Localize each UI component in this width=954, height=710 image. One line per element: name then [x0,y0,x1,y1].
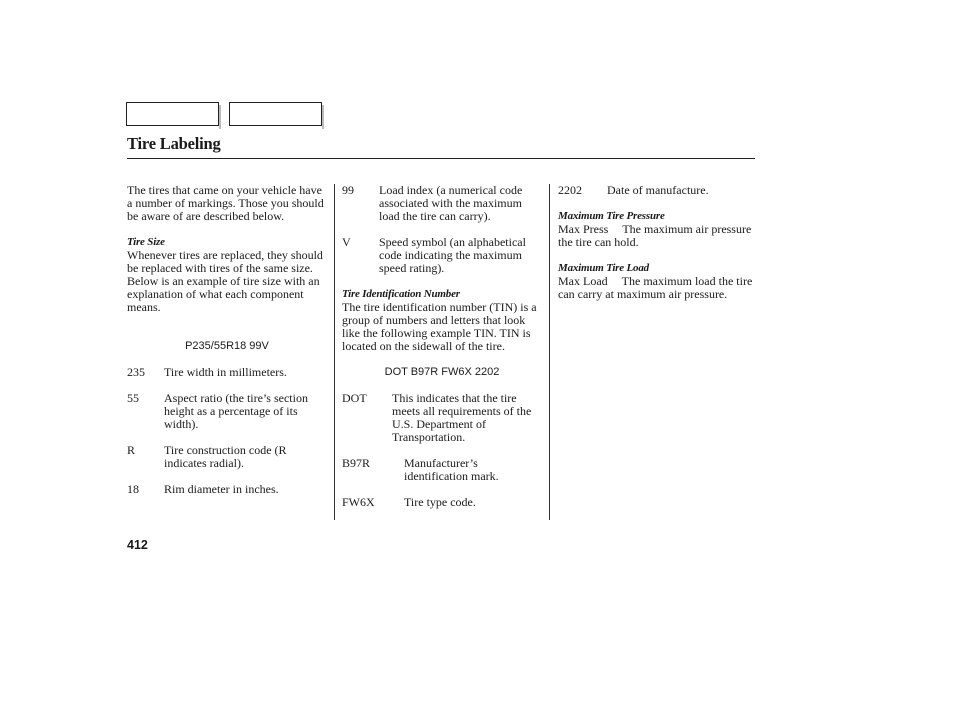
tin-item [342,392,542,444]
tire-size-item [127,444,327,470]
tire-size-item [127,483,327,496]
tin-item [558,184,756,197]
max-load-text: The maximum load the tire can carry at maximum air pressure. [558,274,753,301]
tire-size-example: P235/55R18 99V [185,340,269,352]
tire-size-heading: Tire Size [127,236,165,248]
item-desc: Speed symbol (an alphabetical code indicating the maximum speed rating). [379,235,526,275]
tire-size-item [127,392,327,431]
item-code: V [342,235,351,249]
section-tab-2[interactable] [229,102,322,126]
item-desc: Manufacturer’s identification mark. [404,456,499,483]
item-code: 18 [127,482,139,496]
max-load-heading: Maximum Tire Load [558,262,649,274]
tin-heading: Tire Identification Number [342,288,460,300]
item-code: R [127,443,136,457]
column-divider-2 [549,184,550,520]
item-code: FW6X [342,495,375,509]
item-code: 235 [127,365,145,379]
tin-paragraph: The tire identification number (TIN) is a group of numbers and letters that look like the following example TIN. TIN is located on the sidewall of the tire. [342,300,537,353]
item-desc: Aspect ratio (the tire’s section height as a percentage of its width). [164,391,308,431]
max-pressure-text: The maximum air pressure the tire can hold. [558,222,752,249]
item-code: 55 [127,391,139,405]
max-load-paragraph [558,275,756,301]
max-pressure-label: Max Press [558,222,609,236]
title-rule [127,158,755,159]
tire-size-item [342,184,542,223]
item-desc: Date of manufacture. [607,183,709,197]
column-1 [127,184,327,496]
tire-size-item [342,236,542,275]
column-divider-1 [334,184,335,520]
tin-item [342,496,542,509]
tire-size-item [127,366,327,379]
item-desc: Tire construction code (R indicates radial). [164,443,287,470]
item-desc: Load index (a numerical code associated with the maximum load the tire can carry). [379,183,523,223]
item-code: B97R [342,456,371,470]
item-code: DOT [342,391,367,405]
item-desc: Tire type code. [404,495,476,509]
column-2 [342,184,542,509]
item-desc: Tire width in millimeters. [164,365,287,379]
page-number: 412 [127,538,148,552]
tin-example: DOT B97R FW6X 2202 [384,366,500,378]
max-load-label: Max Load [558,274,608,288]
max-pressure-heading: Maximum Tire Pressure [558,210,665,222]
page-title: Tire Labeling [127,134,221,153]
column-3 [558,184,756,301]
item-code: 2202 [558,183,582,197]
section-tab-1[interactable] [126,102,219,126]
item-code: 99 [342,183,354,197]
item-desc: Rim diameter in inches. [164,482,279,496]
tire-size-paragraph: Whenever tires are replaced, they should be replaced with tires of the same size. Below is an example of tire size with an explanation of what each component means. [127,248,323,314]
tin-item [342,457,542,483]
intro-paragraph: The tires that came on your vehicle have a number of markings. Those you should be aware of are described below. [127,183,324,223]
max-pressure-paragraph [558,223,756,249]
item-desc: This indicates that the tire meets all requirements of the U.S. Department of Transportation. [392,391,532,444]
